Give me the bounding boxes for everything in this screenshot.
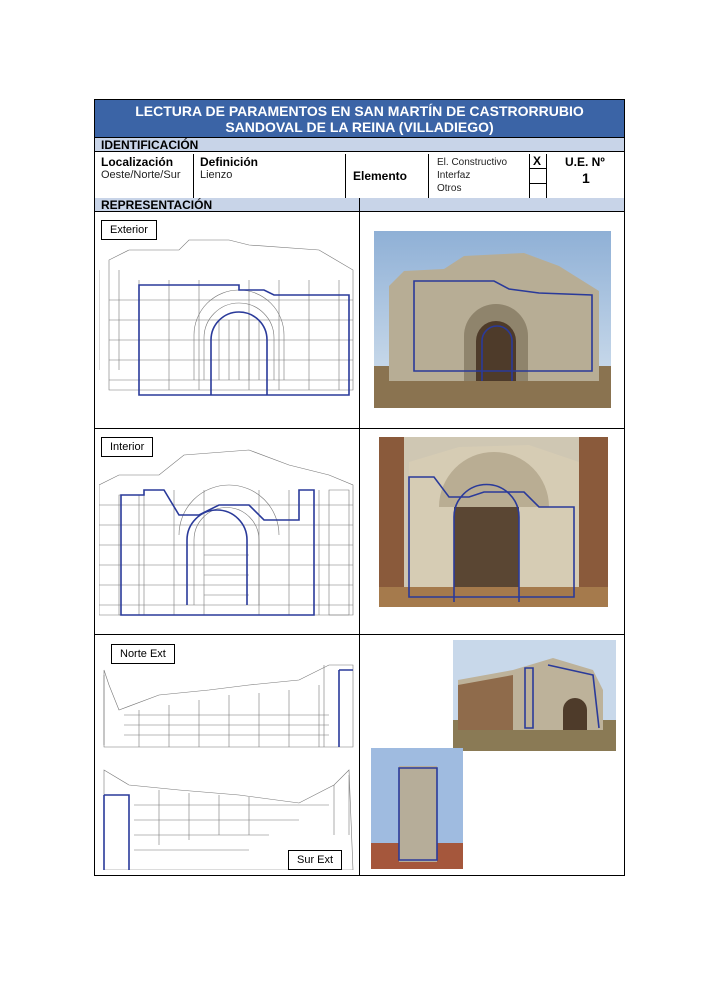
exterior-photo <box>374 231 611 408</box>
elemento-label: Elemento <box>353 169 408 183</box>
elemento-option-interfaz: Interfaz <box>437 170 471 181</box>
localizacion-label: Localización <box>101 155 174 169</box>
elemento-option-otros: Otros <box>437 183 462 194</box>
tag-exterior: Exterior <box>101 220 157 240</box>
tag-norte-ext: Norte Ext <box>111 644 175 664</box>
elemento-checkbox-mark: X <box>533 154 542 168</box>
identificacion-header: IDENTIFICACIÓN <box>95 138 624 152</box>
ue-value: 1 <box>582 170 590 186</box>
definicion-value: Lienzo <box>200 169 233 181</box>
identification-row <box>95 154 624 199</box>
interior-elevation-drawing <box>99 435 355 625</box>
localizacion-value: Oeste/Norte/Sur <box>101 169 181 181</box>
norte-photo <box>453 640 616 751</box>
elemento-option-constructivo: El. Constructivo <box>437 157 508 168</box>
representacion-header: REPRESENTACIÓN <box>95 198 624 212</box>
record-sheet <box>94 99 625 876</box>
norte-exterior-drawing <box>99 655 355 750</box>
title-line-2: SANDOVAL DE LA REINA (VILLADIEGO) <box>225 119 494 135</box>
tag-sur-ext: Sur Ext <box>288 850 342 870</box>
tag-interior: Interior <box>101 437 153 457</box>
definicion-label: Definición <box>200 155 259 169</box>
sur-photo <box>371 748 463 869</box>
interior-photo <box>379 437 608 607</box>
panel-divider <box>359 212 360 875</box>
title-line-1: LECTURA DE PARAMENTOS EN SAN MARTÍN DE CASTRORRUBIO <box>135 103 584 119</box>
exterior-elevation-drawing <box>99 220 355 400</box>
sheet-title <box>95 100 624 138</box>
ue-label: U.E. Nº <box>565 155 605 169</box>
